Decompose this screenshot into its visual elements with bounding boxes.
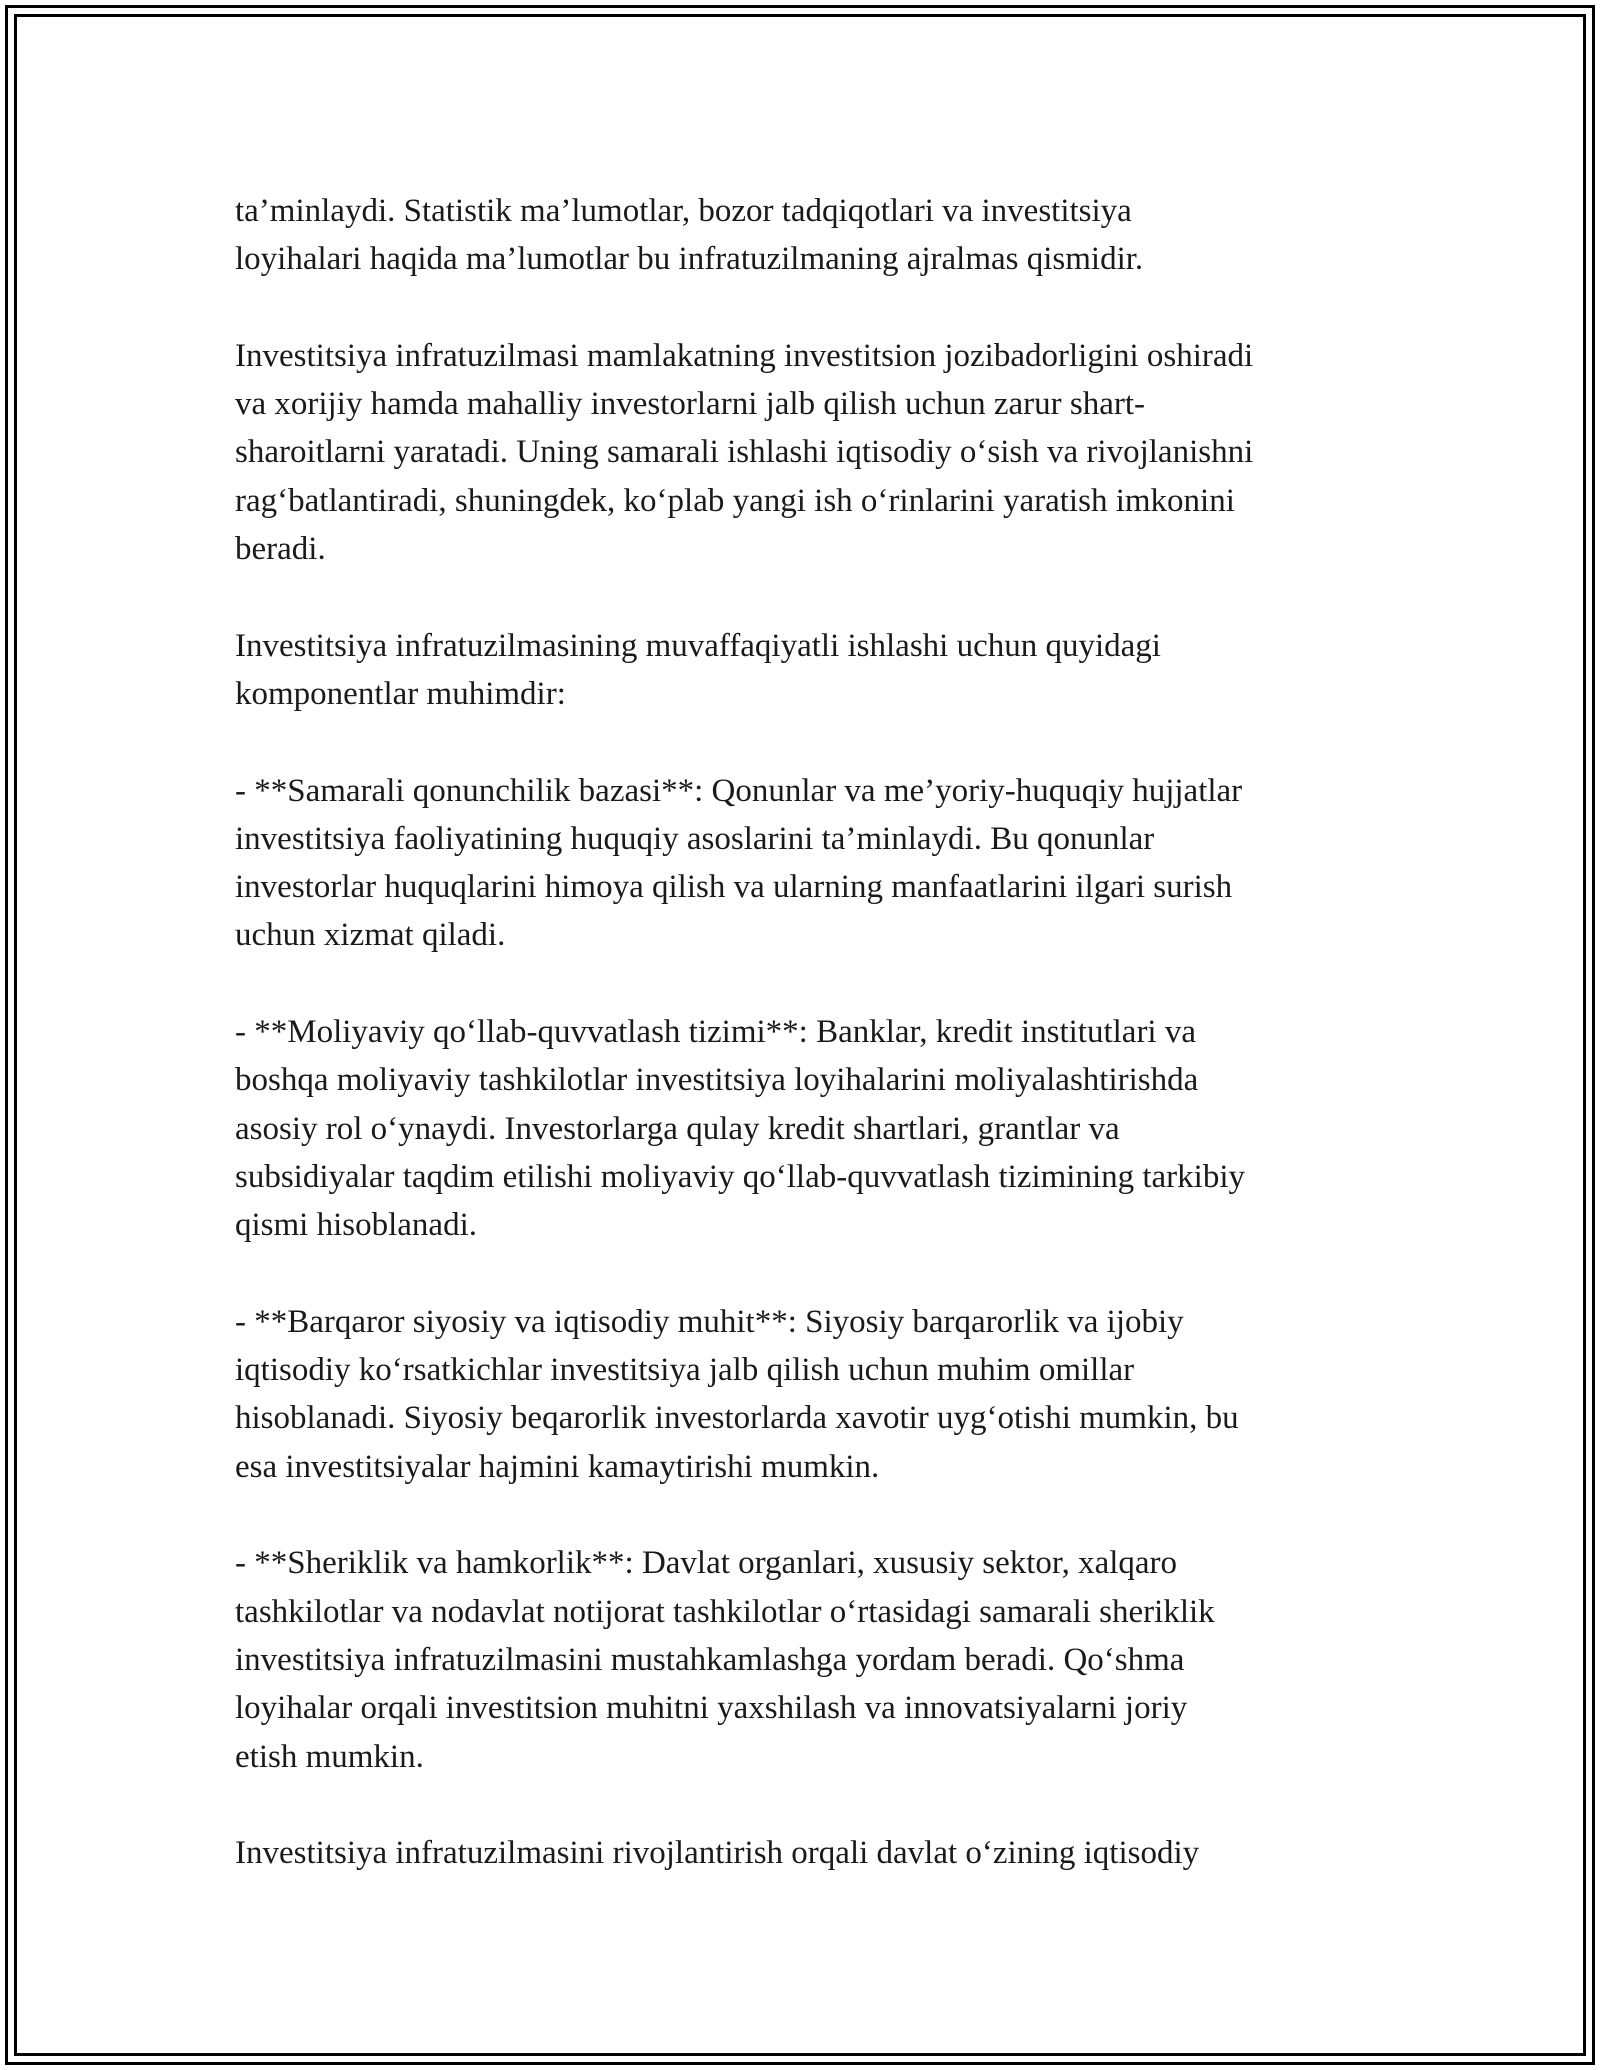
text-line: etish mumkin. — [235, 1738, 424, 1775]
text-line: hisoblanadi. Siyosiy beqarorlik investorlarda xavotir uyg‘otishi mumkin, bu — [235, 1400, 1239, 1437]
text-line: loyihalari haqida ma’lumotlar bu infratuzilmaning ajralmas qismidir. — [235, 241, 1144, 278]
text-line: sharoitlarni yaratadi. Uning samarali ishlashi iqtisodiy o‘sish va rivojlanishni — [235, 434, 1254, 471]
text-line: va xorijiy hamda mahalliy investorlarni jalb qilish uchun zarur shart- — [235, 386, 1145, 423]
text-line: - **Moliyaviy qo‘llab-quvvatlash tizimi**: Banklar, kredit institutlari va — [235, 1014, 1196, 1051]
text-line: komponentlar muhimdir: — [235, 675, 566, 712]
text-line: esa investitsiyalar hajmini kamaytirishi mumkin. — [235, 1448, 880, 1485]
text-line: - **Samarali qonunchilik bazasi**: Qonunlar va me’yoriy-huquqiy hujjatlar — [235, 772, 1243, 809]
text-line: loyihalar orqali investitsion muhitni yaxshilash va innovatsiyalarni joriy — [235, 1690, 1188, 1727]
paragraph-intro-continuation — [235, 187, 1385, 284]
text-line: asosiy rol o‘ynaydi. Investorlarga qulay kredit shartlari, grantlar va — [235, 1110, 1120, 1147]
text-line: investorlar huquqlarini himoya qilish va ularning manfaatlarini ilgari surish — [235, 869, 1233, 906]
text-line: - **Sheriklik va hamkorlik**: Davlat organlari, xususiy sektor, xalqaro — [235, 1545, 1178, 1582]
text-line: beradi. — [235, 531, 326, 568]
text-line: Investitsiya infratuzilmasini rivojlantirish orqali davlat o‘zining iqtisodiy — [235, 1835, 1200, 1872]
text-line: investitsiya infratuzilmasini mustahkamlashga yordam beradi. Qo‘shma — [235, 1641, 1185, 1678]
text-line: subsidiyalar taqdim etilishi moliyaviy qo‘llab-quvvatlash tizimining tarkibiy — [235, 1158, 1246, 1195]
text-line: - **Barqaror siyosiy va iqtisodiy muhit**: Siyosiy barqarorlik va ijobiy — [235, 1303, 1184, 1340]
text-line: rag‘batlantiradi, shuningdek, ko‘plab yangi ish o‘rinlarini yaratish imkonini — [235, 482, 1235, 519]
text-line: tashkilotlar va nodavlat notijorat tashkilotlar o‘rtasidagi samarali sheriklik — [235, 1593, 1215, 1630]
list-item-partnership — [235, 1539, 1385, 1780]
paragraph-attractiveness — [235, 332, 1385, 573]
text-line: boshqa moliyaviy tashkilotlar investitsiya loyihalarini moliyalashtirishda — [235, 1062, 1199, 1099]
text-line: investitsiya faoliyatining huquqiy asoslarini ta’minlaydi. Bu qonunlar — [235, 820, 1155, 857]
list-item-financial-support — [235, 1008, 1385, 1249]
paragraph-conclusion-start — [235, 1829, 1385, 1877]
text-line: uchun xizmat qiladi. — [235, 917, 506, 954]
list-item-stable-environment — [235, 1298, 1385, 1491]
text-line: iqtisodiy ko‘rsatkichlar investitsiya jalb qilish uchun muhim omillar — [235, 1352, 1135, 1389]
paragraph-components-intro — [235, 622, 1385, 719]
list-item-legal-framework — [235, 767, 1385, 960]
document-body — [235, 187, 1385, 1877]
text-line: qismi hisoblanadi. — [235, 1207, 477, 1244]
text-line: ta’minlaydi. Statistik ma’lumotlar, bozor tadqiqotlari va investitsiya — [235, 193, 1132, 229]
text-line: Investitsiya infratuzilmasining muvaffaqiyatli ishlashi uchun quyidagi — [235, 627, 1161, 664]
text-line: Investitsiya infratuzilmasi mamlakatning investitsion jozibadorligini oshiradi — [235, 337, 1254, 374]
